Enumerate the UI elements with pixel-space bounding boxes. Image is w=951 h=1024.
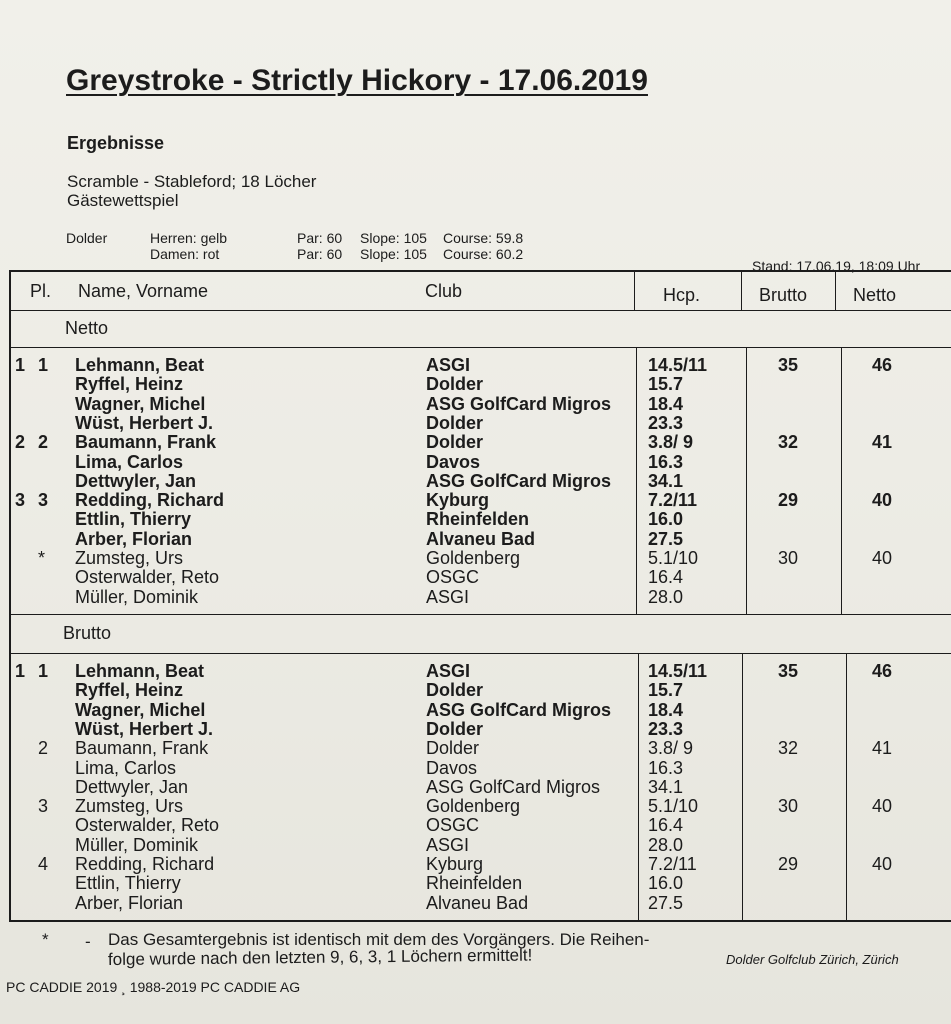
course-rating-women: Course: 60.2 (443, 246, 524, 262)
brutto-cell: 29 (778, 854, 799, 874)
place-bold-cell: 1 (15, 355, 26, 375)
player-name-cell: Wagner, Michel (75, 699, 206, 720)
divider (9, 653, 951, 654)
handicap-cell: 34.1 (648, 470, 684, 491)
handicap-cell: 28.0 (648, 586, 684, 607)
page-title: Greystroke - Strictly Hickory - 17.06.2019 (66, 64, 648, 97)
club-cell: ASGI (426, 355, 471, 375)
brutto-cell: 30 (778, 548, 799, 568)
section-label-brutto: Brutto (63, 623, 112, 643)
club-cell: ASGI (426, 834, 470, 855)
club-cell: ASG GolfCard Migros (426, 393, 612, 414)
handicap-cell: 14.5/11 (648, 355, 708, 375)
handicap-cell: 14.5/11 (648, 661, 708, 681)
club-footer: Dolder Golfclub Zürich, Zürich (726, 952, 899, 967)
player-name-cell: Zumsteg, Urs (75, 548, 184, 568)
table-row (0, 374, 951, 393)
table-row (0, 835, 951, 854)
player-name-cell: Osterwalder, Reto (75, 567, 220, 588)
handicap-cell: 23.3 (648, 718, 684, 739)
software-footer: PC CADDIE 2019 ¸ 1988-2019 PC CADDIE AG (6, 979, 301, 995)
table-row (0, 394, 951, 413)
table-row (0, 873, 951, 892)
club-cell: OSGC (426, 567, 480, 588)
table-row (0, 680, 951, 699)
col-header-brutto: Brutto (759, 285, 808, 305)
divider (9, 347, 951, 348)
club-cell: OSGC (426, 815, 480, 836)
table-row (0, 471, 951, 490)
player-name-cell: Arber, Florian (75, 528, 193, 549)
club-cell: ASG GolfCard Migros (426, 776, 601, 797)
divider (9, 310, 951, 311)
divider (9, 614, 951, 615)
club-cell: ASGI (426, 586, 470, 607)
handicap-cell: 28.0 (648, 834, 684, 855)
table-row (0, 815, 951, 834)
footnote-dash: - (85, 932, 91, 951)
handicap-cell: 15.7 (648, 680, 684, 701)
handicap-cell: 7.2/11 (648, 490, 698, 511)
club-cell: Dolder (426, 680, 484, 701)
col-header-name: Name, Vorname (78, 281, 209, 301)
club-cell: Dolder (426, 718, 484, 739)
player-name-cell: Ettlin, Thierry (75, 509, 192, 530)
place-cell: * (38, 548, 46, 568)
game-format: Scramble - Stableford; 18 Löcher (67, 172, 317, 191)
netto-cell: 41 (872, 432, 893, 453)
handicap-cell: 34.1 (648, 776, 684, 797)
place-cell: 3 (38, 490, 49, 511)
table-row (0, 567, 951, 586)
netto-cell: 40 (872, 490, 893, 511)
table-row (0, 893, 951, 912)
player-name-cell: Wüst, Herbert J. (75, 718, 214, 739)
col-header-hcp: Hcp. (663, 285, 701, 305)
club-cell: ASG GolfCard Migros (426, 470, 612, 491)
table-row (0, 432, 951, 451)
place-bold-cell: 2 (15, 432, 26, 453)
place-cell: 1 (38, 661, 49, 681)
handicap-cell: 7.2/11 (648, 854, 697, 874)
player-name-cell: Dettwyler, Jan (75, 776, 189, 797)
player-name-cell: Redding, Richard (75, 490, 225, 511)
club-cell: Davos (426, 451, 481, 472)
player-name-cell: Osterwalder, Reto (75, 815, 220, 836)
player-name-cell: Ettlin, Thierry (75, 873, 181, 894)
netto-cell: 40 (872, 854, 893, 874)
place-cell: 4 (38, 854, 49, 874)
tee-men: Herren: gelb (150, 230, 228, 246)
club-cell: Alvaneu Bad (426, 892, 529, 913)
handicap-cell: 27.5 (648, 528, 684, 549)
table-row (0, 413, 951, 432)
player-name-cell: Zumsteg, Urs (75, 796, 184, 817)
divider (741, 271, 742, 311)
player-name-cell: Ryffel, Heinz (75, 374, 184, 395)
netto-cell: 41 (872, 738, 893, 759)
player-name-cell: Müller, Dominik (75, 586, 199, 607)
netto-cell: 46 (872, 661, 893, 681)
table-row (0, 587, 951, 606)
club-cell: Davos (426, 757, 478, 778)
event-type: Gästewettspiel (67, 191, 179, 210)
course-rating-men: Course: 59.8 (443, 230, 524, 246)
divider (835, 271, 836, 311)
player-name-cell: Lehmann, Beat (75, 355, 205, 375)
brutto-cell: 32 (778, 738, 799, 759)
slope-men: Slope: 105 (360, 230, 427, 246)
table-row (0, 509, 951, 528)
handicap-cell: 15.7 (648, 374, 684, 395)
par-women: Par: 60 (297, 246, 343, 262)
footnote-line-2: folge wurde nach den letzten 9, 6, 3, 1 Löchern ermittelt! (107, 945, 533, 969)
club-cell: Kyburg (426, 854, 484, 874)
tee-women: Damen: rot (150, 246, 220, 262)
handicap-cell: 16.3 (648, 451, 684, 472)
handicap-cell: 23.3 (648, 412, 684, 433)
divider (634, 271, 635, 311)
handicap-cell: 5.1/10 (648, 796, 699, 817)
handicap-cell: 16.0 (648, 873, 684, 894)
brutto-cell: 29 (778, 490, 799, 511)
handicap-cell: 3.8/ 9 (648, 738, 694, 759)
section-heading: Ergebnisse (67, 133, 165, 153)
club-cell: ASGI (426, 661, 471, 681)
player-name-cell: Lima, Carlos (75, 757, 177, 778)
club-cell: Rheinfelden (426, 509, 530, 530)
place-bold-cell: 1 (15, 661, 26, 681)
handicap-cell: 27.5 (648, 892, 684, 913)
table-row (0, 758, 951, 777)
club-cell: Dolder (426, 412, 484, 433)
handicap-cell: 3.8/ 9 (648, 432, 694, 453)
place-cell: 2 (38, 738, 49, 759)
player-name-cell: Redding, Richard (75, 854, 215, 874)
player-name-cell: Baumann, Frank (75, 738, 209, 759)
player-name-cell: Wüst, Herbert J. (75, 412, 214, 433)
table-row (0, 796, 951, 815)
brutto-cell: 30 (778, 796, 799, 817)
player-name-cell: Müller, Dominik (75, 834, 199, 855)
club-cell: Alvaneu Bad (426, 528, 536, 549)
table-row (0, 777, 951, 796)
handicap-cell: 18.4 (648, 699, 684, 720)
course-club: Dolder (66, 230, 108, 246)
netto-cell: 40 (872, 796, 893, 817)
brutto-cell: 35 (778, 661, 799, 681)
player-name-cell: Lima, Carlos (75, 451, 184, 472)
table-row (0, 452, 951, 471)
table-row (0, 355, 951, 374)
section-label-netto: Netto (65, 318, 109, 338)
club-cell: ASG GolfCard Migros (426, 699, 612, 720)
par-men: Par: 60 (297, 230, 343, 246)
player-name-cell: Ryffel, Heinz (75, 680, 184, 701)
club-cell: Dolder (426, 432, 484, 453)
netto-cell: 40 (872, 548, 893, 568)
status-timestamp: Stand: 17.06.19, 18:09 Uhr (752, 258, 921, 274)
handicap-cell: 16.0 (648, 509, 684, 530)
table-row (0, 854, 951, 873)
club-cell: Dolder (426, 738, 480, 759)
brutto-cell: 32 (778, 432, 799, 453)
club-cell: Kyburg (426, 490, 489, 511)
club-cell: Dolder (426, 374, 484, 395)
place-cell: 2 (38, 432, 49, 453)
handicap-cell: 16.4 (648, 567, 684, 588)
table-row (0, 719, 951, 738)
player-name-cell: Arber, Florian (75, 892, 184, 913)
place-cell: 1 (38, 355, 49, 375)
table-row (0, 738, 951, 757)
place-bold-cell: 3 (15, 490, 26, 511)
club-cell: Goldenberg (426, 796, 521, 817)
col-header-netto: Netto (853, 285, 897, 305)
slope-women: Slope: 105 (360, 246, 427, 262)
table-row (0, 548, 951, 567)
col-header-club: Club (425, 281, 463, 301)
player-name-cell: Dettwyler, Jan (75, 470, 197, 491)
handicap-cell: 5.1/10 (648, 548, 699, 568)
place-cell: 3 (38, 796, 49, 817)
table-row (0, 490, 951, 509)
player-name-cell: Wagner, Michel (75, 393, 206, 414)
player-name-cell: Lehmann, Beat (75, 661, 205, 681)
handicap-cell: 18.4 (648, 393, 684, 414)
table-row (0, 661, 951, 680)
footnote-line-1: Das Gesamtergebnis ist identisch mit dem des Vorgängers. Die Reihen- (108, 930, 650, 949)
handicap-cell: 16.3 (648, 757, 684, 778)
footnote-marker: * (42, 930, 49, 949)
club-cell: Rheinfelden (426, 873, 523, 894)
handicap-cell: 16.4 (648, 815, 684, 836)
table-row (0, 529, 951, 548)
col-header-pl: Pl. (30, 281, 52, 301)
player-name-cell: Baumann, Frank (75, 432, 217, 453)
table-row (0, 700, 951, 719)
club-cell: Goldenberg (426, 548, 521, 568)
brutto-cell: 35 (778, 355, 799, 375)
netto-cell: 46 (872, 355, 893, 375)
